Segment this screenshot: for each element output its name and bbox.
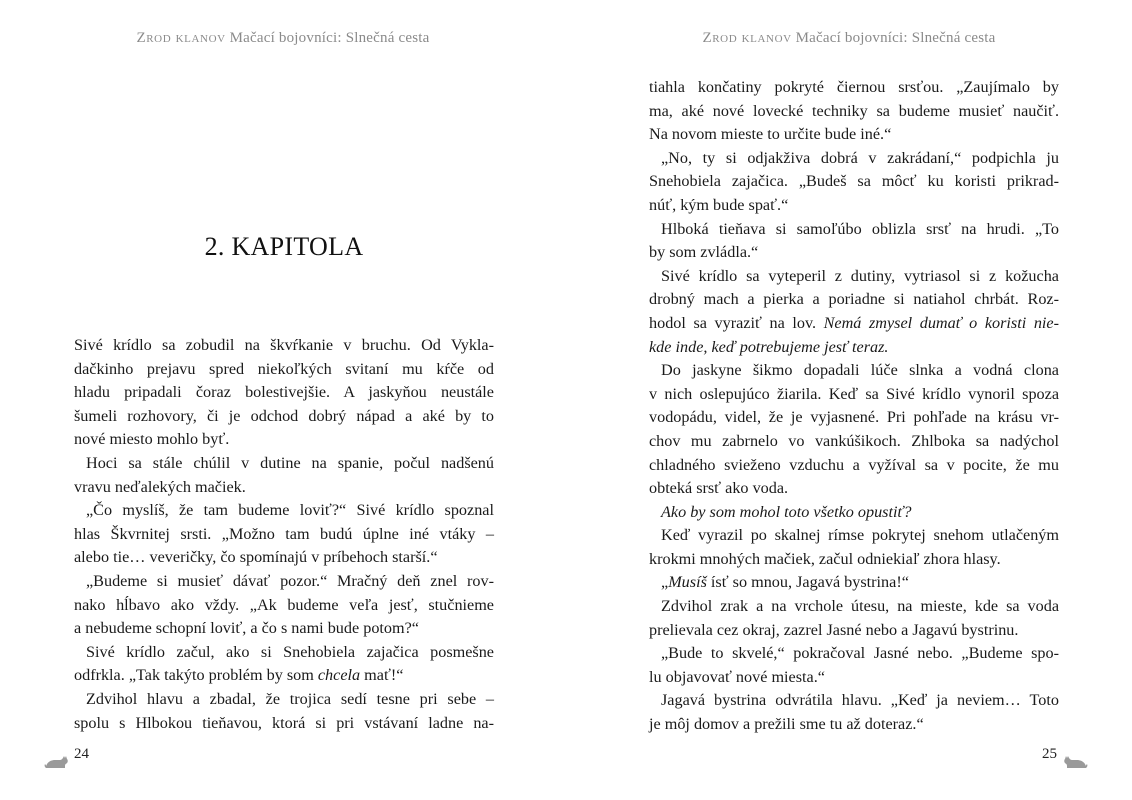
text-run: krokmi mnohých mačiek, začul odniekiaľ zhora hlasy. [649,549,1001,568]
text-line [649,713,1059,737]
text-run: je môj domov a prežili sme tu až doteraz.“ [649,715,924,734]
text-line [649,524,1059,548]
cat-ornament-icon [1062,754,1088,770]
text-line [74,688,494,712]
text-run: vodopádu, videl, že je vyjasnené. Pri pohľade na krásu vr- [649,408,1059,427]
text-line [74,334,494,358]
text-line [649,265,1059,289]
text-line [74,523,494,547]
text-run: spolu s Hlbokou tieňavou, ktorá si pri vstávaní ladne na- [74,713,494,732]
text-line [649,170,1059,194]
italic-run: Nemá zmysel dumať o koristi nie- [823,313,1059,332]
text-run: Na novom mieste to určite bude iné.“ [649,125,892,144]
text-run: obteká srsť ako voda. [649,479,789,498]
text-line [649,501,1059,525]
text-run: Sivé krídlo sa vyteperil z dutiny, vytriasol si z kožucha [661,266,1059,285]
text-line [649,689,1059,713]
text-line [649,194,1059,218]
text-run: „No, ty si odjakživa dobrá v zakrádaní,“ podpichla ju [661,148,1059,167]
text-run: hladu pripadali čoraz bolestivejšie. A jaskyňou neustále [74,383,494,402]
text-line [74,381,494,405]
text-line [649,571,1059,595]
text-run: dačkinho prejavu spred niekoľkých svitaní mu kŕče od [74,359,494,378]
text-run: ma, aké nové lovecké techniky sa budeme musieť naučiť. [649,101,1059,120]
text-line [649,312,1059,336]
text-line [74,641,494,665]
cat-ornament-icon [44,754,70,770]
text-run: mať!“ [360,666,404,685]
text-line [74,546,494,570]
text-run: „ [661,573,669,592]
text-line [649,548,1059,572]
text-run: v nich oslepujúco žiarila. Keď sa Sivé krídlo vynoril spoza [649,384,1059,403]
text-line [74,570,494,594]
text-run: šumeli rozhovory, či je odchod dobrý nápad a aké by to [74,406,494,425]
text-run: núť, kým bude spať.“ [649,195,789,214]
text-run: Sivé krídlo sa zobudil na škvŕkanie v bruchu. Od Vykla- [74,336,494,354]
text-line [649,406,1059,430]
text-line [649,100,1059,124]
text-line [649,218,1059,242]
text-line [649,454,1059,478]
text-run: chov mu zabrnelo vo vankúšikoch. Zhlboka sa nadýchol [649,431,1059,450]
text-line [74,664,494,688]
running-head-right [566,30,1132,47]
text-line [74,476,494,500]
page-number-right: 25 [1042,746,1057,762]
text-run: „Čo myslíš, že tam budeme loviť?“ Sivé krídlo spoznal [86,501,494,520]
text-run: Zdvihol hlavu a zbadal, že trojica sedí tesne pri sebe – [86,689,494,708]
text-line [649,619,1059,643]
text-run: by som zvládla.“ [649,243,759,262]
text-line [74,712,494,736]
text-line [649,147,1059,171]
text-line [74,358,494,382]
text-line [74,452,494,476]
text-run: a nebudeme schopní loviť, a čo s nami bude potom?“ [74,619,419,638]
text-line [649,642,1059,666]
italic-run: chcela [317,666,361,685]
text-line [74,594,494,618]
text-run: hlas Škvrnitej srsti. „Možno tam budú úplne iné vtáky – [74,524,494,543]
text-line [649,595,1059,619]
text-line [649,241,1059,265]
italic-run: kde inde, keď potrebujeme jesť teraz. [649,337,889,356]
running-head-series: Zrod klanov [136,30,226,46]
text-run: Hlboká tieňava si samoľúbo oblizla srsť na hrudi. „To [661,219,1059,238]
running-head-title: Mačací bojovníci: Slnečná cesta [795,30,996,46]
text-run: vravu neďalekých mačiek. [74,477,246,496]
text-line [649,666,1059,690]
text-line [74,405,494,429]
text-run: alebo tie… veveričky, čo spomínajú v príbehoch starší.“ [74,548,438,567]
chapter-title: 2. KAPITOLA [204,232,364,261]
text-run: „Budeme si musieť dávať pozor.“ Mračný deň znel rov- [86,571,494,590]
text-line [74,617,494,641]
text-run: „Bude to skvelé,“ pokračoval Jasné nebo. „Budeme spo- [661,644,1059,663]
text-run: Snehobiela zajačica. „Budeš sa môcť ku koristi prikrad- [649,172,1059,191]
text-line [649,477,1059,501]
text-line [649,359,1059,383]
text-line [649,336,1059,360]
text-run: Hoci sa stále chúlil v dutine na spanie, počul nadšenú [86,453,494,472]
italic-run: Musíš [668,573,707,592]
text-run: Zdvihol zrak a na vrchole útesu, na mieste, kde sa voda [661,597,1059,616]
running-head-series: Zrod klanov [702,30,792,46]
text-run: Jagavá bystrina odvrátila hlavu. „Keď ja neviem… Toto [661,691,1059,710]
text-line [649,123,1059,147]
text-run: tiahla končatiny pokryté čiernou srsťou. „Zaujímalo by [649,78,1059,96]
text-run: Sivé krídlo začul, ako si Snehobiela zajačica posmešne [86,642,494,661]
text-run: ísť so mnou, Jagavá bystrina!“ [706,573,909,592]
text-line [649,288,1059,312]
text-line [649,76,1059,100]
text-run: nako hĺbavo ako vždy. „Ak budeme veľa jesť, stučnieme [74,595,494,614]
text-line [649,430,1059,454]
text-line [74,428,494,452]
italic-run: Ako by som mohol toto všetko opustiť? [661,502,912,521]
text-run: Do jaskyne šikmo dopadali lúče slnka a vodná clona [661,361,1059,380]
text-run: nové miesto mohlo byť. [74,430,230,449]
text-run: Keď vyrazil po skalnej rímse pokrytej snehom utlačeným [661,526,1059,545]
body-text-right [649,76,1059,737]
text-run: hodol sa vyraziť na lov. [649,313,824,332]
text-run: prelievala cez okraj, zazrel Jasné nebo a Jagavú bystrinu. [649,620,1019,639]
text-line [649,383,1059,407]
running-head-title: Mačací bojovníci: Slnečná cesta [229,30,430,46]
text-line [74,499,494,523]
text-run: drobný mach a pierka a poriadne si natiahol chrbát. Roz- [649,290,1059,309]
text-run: chladného svieženo vzduchu a vyžíval sa v pocite, že mu [649,455,1059,474]
text-run: odfrkla. „Tak takýto problém by som [74,666,318,685]
running-head-left [0,30,566,47]
text-run: lu objavovať nové miesta.“ [649,667,825,686]
page-number-left: 24 [74,746,89,762]
body-text-left [74,334,494,735]
